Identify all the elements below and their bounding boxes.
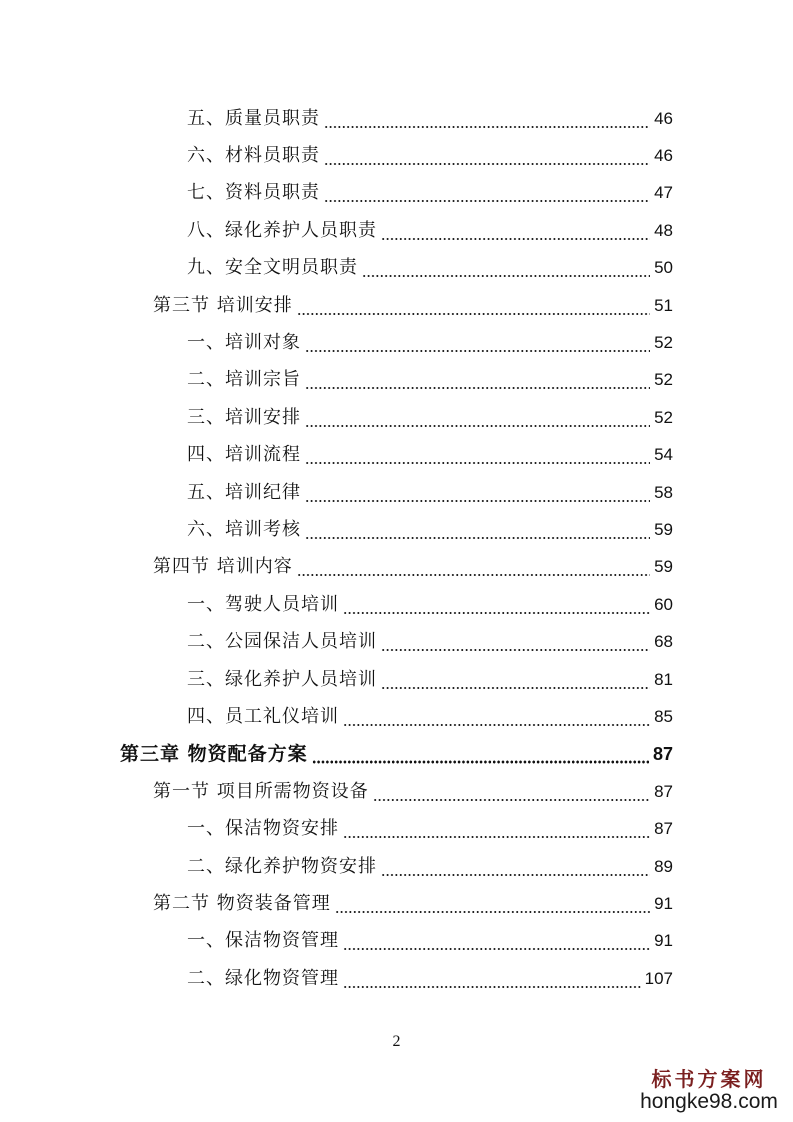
toc-entry-page: 87 (654, 819, 673, 839)
toc-entry-page: 52 (654, 407, 673, 427)
toc-dot-leader (305, 339, 650, 353)
toc-entry-page: 52 (654, 370, 673, 390)
page-number: 2 (392, 1033, 401, 1050)
toc-entry-item[interactable] (0, 362, 793, 399)
toc-entry-label: 第二节 物资装备管理 (153, 892, 331, 914)
toc-entry-label: 六、培训考核 (187, 518, 301, 540)
toc-entry-page: 87 (654, 781, 673, 801)
toc-entry-section[interactable] (0, 287, 793, 324)
toc-entry-page: 54 (654, 445, 673, 465)
toc-entry-item[interactable] (0, 848, 793, 885)
toc-entry-label: 三、绿化养护人员培训 (187, 668, 377, 690)
toc-entry-page: 81 (654, 669, 673, 689)
toc-entry-label: 三、培训安排 (187, 406, 301, 428)
toc-dot-leader (324, 152, 650, 166)
toc-entry-item[interactable] (0, 399, 793, 436)
toc-entry-section[interactable] (0, 549, 793, 586)
toc-entry-item[interactable] (0, 698, 793, 735)
toc-dot-leader (381, 227, 650, 241)
toc-entry-page: 59 (654, 519, 673, 539)
toc-entry-label: 二、培训宗旨 (187, 369, 301, 391)
toc-entry-item[interactable] (0, 250, 793, 287)
toc-dot-leader (324, 189, 650, 203)
toc-dot-leader (343, 975, 641, 989)
toc-dot-leader (335, 900, 650, 914)
toc-entry-page: 87 (652, 744, 673, 765)
toc-dot-leader (362, 264, 650, 278)
toc-entry-item[interactable] (0, 137, 793, 174)
toc-entry-label: 一、驾驶人员培训 (187, 593, 339, 615)
toc-entry-label: 七、资料员职责 (187, 182, 320, 204)
toc-entry-page: 47 (654, 183, 673, 203)
toc-entry-page: 50 (654, 258, 673, 278)
toc-entry-page: 59 (654, 557, 673, 577)
toc-dot-leader (381, 863, 650, 877)
toc-entry-label: 六、材料员职责 (187, 145, 320, 167)
toc-entry-section[interactable] (0, 885, 793, 922)
toc-entry-label: 第四节 培训内容 (153, 556, 293, 578)
toc-dot-leader (381, 638, 650, 652)
table-of-contents (0, 100, 793, 997)
toc-entry-page: 68 (654, 632, 673, 652)
toc-entry-item[interactable] (0, 212, 793, 249)
toc-entry-item[interactable] (0, 474, 793, 511)
toc-entry-label: 五、培训纪律 (187, 481, 301, 503)
toc-entry-label: 第三章 物资配备方案 (120, 743, 308, 766)
toc-entry-page: 107 (644, 968, 673, 988)
toc-dot-leader (312, 750, 649, 764)
toc-dot-leader (297, 563, 650, 577)
toc-entry-page: 91 (654, 931, 673, 951)
toc-entry-label: 四、员工礼仪培训 (187, 705, 339, 727)
toc-entry-label: 八、绿化养护人员职责 (187, 219, 377, 241)
toc-entry-label: 二、绿化养护物资安排 (187, 855, 377, 877)
toc-entry-page: 46 (654, 108, 673, 128)
toc-dot-leader (373, 788, 650, 802)
toc-entry-page: 91 (654, 893, 673, 913)
toc-entry-item[interactable] (0, 810, 793, 847)
toc-dot-leader (324, 115, 650, 129)
toc-entry-item[interactable] (0, 175, 793, 212)
toc-entry-label: 九、安全文明员职责 (187, 257, 358, 279)
toc-entry-item[interactable] (0, 437, 793, 474)
watermark-name: 标书方案网 (651, 1067, 767, 1091)
toc-entry-page: 46 (654, 146, 673, 166)
toc-entry-label: 四、培训流程 (187, 444, 301, 466)
toc-entry-label: 一、保洁物资安排 (187, 818, 339, 840)
toc-dot-leader (305, 526, 650, 540)
toc-entry-page: 58 (654, 482, 673, 502)
toc-dot-leader (343, 713, 650, 727)
toc-entry-page: 85 (654, 706, 673, 726)
toc-entry-label: 二、公园保洁人员培训 (187, 631, 377, 653)
toc-entry-label: 第三节 培训安排 (153, 294, 293, 316)
watermark-url: hongke98.com (640, 1090, 778, 1113)
toc-entry-item[interactable] (0, 100, 793, 137)
toc-entry-item[interactable] (0, 623, 793, 660)
toc-entry-page: 52 (654, 333, 673, 353)
toc-entry-item[interactable] (0, 923, 793, 960)
watermark-logo (639, 1063, 779, 1114)
toc-entry-item[interactable] (0, 960, 793, 997)
toc-dot-leader (305, 489, 650, 503)
toc-entry-page: 89 (654, 856, 673, 876)
toc-entry-item[interactable] (0, 661, 793, 698)
toc-dot-leader (343, 825, 650, 839)
toc-entry-item[interactable] (0, 511, 793, 548)
toc-dot-leader (305, 376, 650, 390)
toc-entry-label: 一、培训对象 (187, 332, 301, 354)
toc-entry-item[interactable] (0, 586, 793, 623)
toc-entry-label: 二、绿化物资管理 (187, 967, 339, 989)
toc-entry-page: 48 (654, 220, 673, 240)
toc-entry-label: 第一节 项目所需物资设备 (153, 780, 369, 802)
toc-dot-leader (381, 676, 650, 690)
toc-dot-leader (343, 601, 650, 615)
toc-entry-label: 五、质量员职责 (187, 107, 320, 129)
toc-dot-leader (297, 302, 650, 316)
toc-entry-section[interactable] (0, 773, 793, 810)
toc-entry-page: 51 (654, 295, 673, 315)
toc-entry-chapter[interactable] (0, 736, 793, 773)
toc-dot-leader (305, 451, 650, 465)
toc-entry-page: 60 (654, 594, 673, 614)
toc-dot-leader (305, 414, 650, 428)
toc-entry-item[interactable] (0, 324, 793, 361)
toc-entry-label: 一、保洁物资管理 (187, 930, 339, 952)
toc-dot-leader (343, 937, 650, 951)
